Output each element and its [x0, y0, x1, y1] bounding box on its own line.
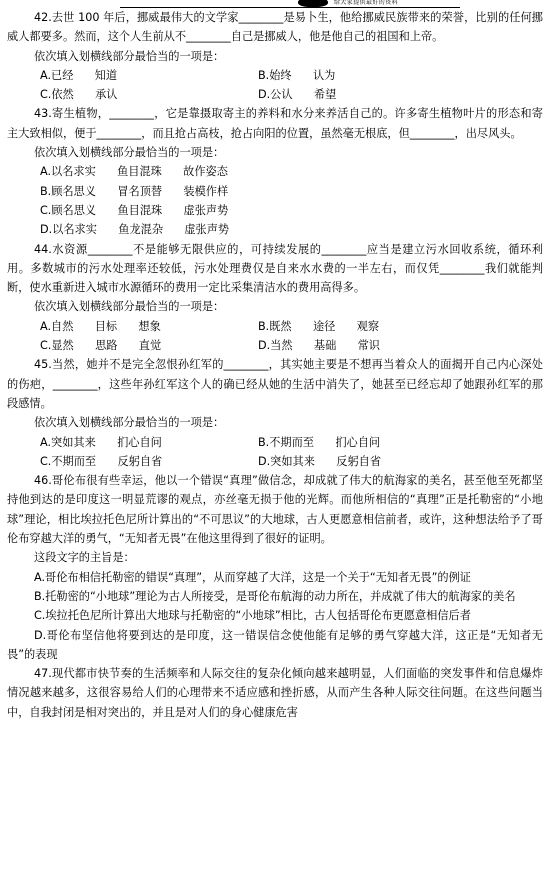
- option-c[interactable]: C.埃拉托色尼所计算出大地球与托勒密的“小地球”相比，古人包括哥伦布更愿意相信后者: [34, 609, 471, 623]
- option-c[interactable]: C.显然 思路 直觉: [40, 339, 162, 353]
- publisher-logo-icon: [298, 0, 328, 7]
- question-46-prompt: 这段文字的主旨是：: [34, 551, 135, 565]
- question-44-options-row-1: [7, 317, 543, 336]
- option-a[interactable]: A.哥伦布相信托勒密的错误“真理”，从而穿越了大洋，这是一个关于“无知者无畏”的例证: [34, 570, 471, 584]
- option-b[interactable]: B.始终 认为: [258, 68, 336, 82]
- question-45-stem: 45.当然，她并不是完全忽恨孙红军的________，其实她主要是不想再当着众人的面揭开自己内心深处的伤疤，________，这些年孙红军这个人的确已经从她的生活中消失了，她甚至已经忘却了她跟孙红军的那段感情。: [7, 358, 543, 410]
- option-c[interactable]: C.依然 承认: [40, 88, 118, 102]
- option-d[interactable]: D.公认 希望: [258, 88, 337, 102]
- question-content: [7, 8, 543, 722]
- question-44-options-row-2: [7, 336, 543, 355]
- question-45-options-row-2: [7, 452, 543, 471]
- question-42-options-row-1: [7, 66, 543, 85]
- question-42-options-row-2: [7, 85, 543, 104]
- option-d[interactable]: D.突如其来 反躬自省: [258, 454, 382, 468]
- option-d[interactable]: D.哥伦布坚信他将要到达的是印度，这一错误信念使他能有足够的勇气穿越大洋，这正是“无知者无畏”的表现: [7, 628, 543, 661]
- option-b[interactable]: B.托勒密的“小地球”理论为古人所接受，是哥伦布航海的动力所在，并成就了伟大的航海家的美名: [34, 589, 516, 603]
- question-43-stem: 43.寄生植物，________，它是靠摄取寄主的养料和水分来养活自己的。许多寄生植物叶片的形态和寄主大致相似，便于________，而且抢占高枝，抢占向阳的位置，虽然毫无根底，但________，出尽风头。: [7, 107, 543, 140]
- option-b[interactable]: B.顾名思义 冒名顶替 装模作样: [40, 184, 229, 198]
- header-banner: [120, 0, 460, 8]
- option-c[interactable]: C.顾名思义 鱼目混珠 虚张声势: [40, 203, 229, 217]
- question-47-stem: 47.现代都市快节奏的生活频率和人际交往的复杂化倾向越来越明显，人们面临的突发事件和信息爆炸情况越来越多，这很容易给人们的心理带来不适应感和挫折感，从而产生各种人际交往问题。在这些问题当中，自我封闭是相对突出的，并且是对人们的身心健康危害: [7, 667, 543, 719]
- option-c[interactable]: C.不期而至 反躬自省: [40, 454, 163, 468]
- option-b[interactable]: B.既然 途径 观察: [258, 319, 380, 333]
- question-44-prompt: 依次填入划横线部分最恰当的一项是：: [34, 300, 225, 314]
- option-a[interactable]: A.自然 目标 想象: [40, 319, 161, 333]
- option-a[interactable]: A.以名求实 鱼目混珠 故作姿态: [40, 165, 228, 179]
- option-a[interactable]: A.已经 知道: [40, 68, 118, 82]
- question-46-stem: 46.哥伦布很有些幸运，他以一个错误“真理”做信念，却成就了伟大的航海家的美名，甚至他至死都坚持他到达的是印度这一明显荒谬的观点，亦丝毫无损于他的光辉。而他所相信的“真理”正是托勒密的“小地球”理论，相比埃拉托色尼所计算出的“不可思议”的大地球，古人更愿意相信前者，或许，这种想法给予了哥伦布穿越大洋的勇气，“无知者无畏”在他这里得到了很好的证明。: [7, 474, 543, 546]
- question-43-prompt: 依次填入划横线部分最恰当的一项是：: [34, 146, 225, 160]
- option-d[interactable]: D.以名求实 鱼龙混杂 虚张声势: [40, 223, 230, 237]
- question-42-prompt: 依次填入划横线部分最恰当的一项是：: [34, 49, 225, 63]
- option-d[interactable]: D.当然 基础 常识: [258, 339, 380, 353]
- question-44-stem: 44.水资源________不是能够无限供应的，可持续发展的________应当是建立污水回收系统，循环利用。多数城市的污水处理率还较低，污水处理费仅是自来水水费的一半左右，而仅凭________我们就能判断，使水重新进入城市水源循环的费用一定比采集清洁水的费用高得多。: [7, 242, 543, 295]
- option-a[interactable]: A.突如其来 扪心自问: [40, 435, 162, 449]
- option-b[interactable]: B.不期而至 扪心自问: [258, 435, 381, 449]
- header-banner-text: 给大家提供最好的资料: [334, 0, 399, 6]
- question-42-stem: 42.去世 100 年后，挪威最伟大的文学家________是易卜生，他给挪威民族带来的荣誉，比别的任何挪威人都要多。然而，这个人生前从不________自己是挪威人，他是他自己的祖国和上帝。: [7, 11, 543, 44]
- question-45-prompt: 依次填入划横线部分最恰当的一项是：: [34, 416, 225, 430]
- question-45-options-row-1: [7, 433, 543, 452]
